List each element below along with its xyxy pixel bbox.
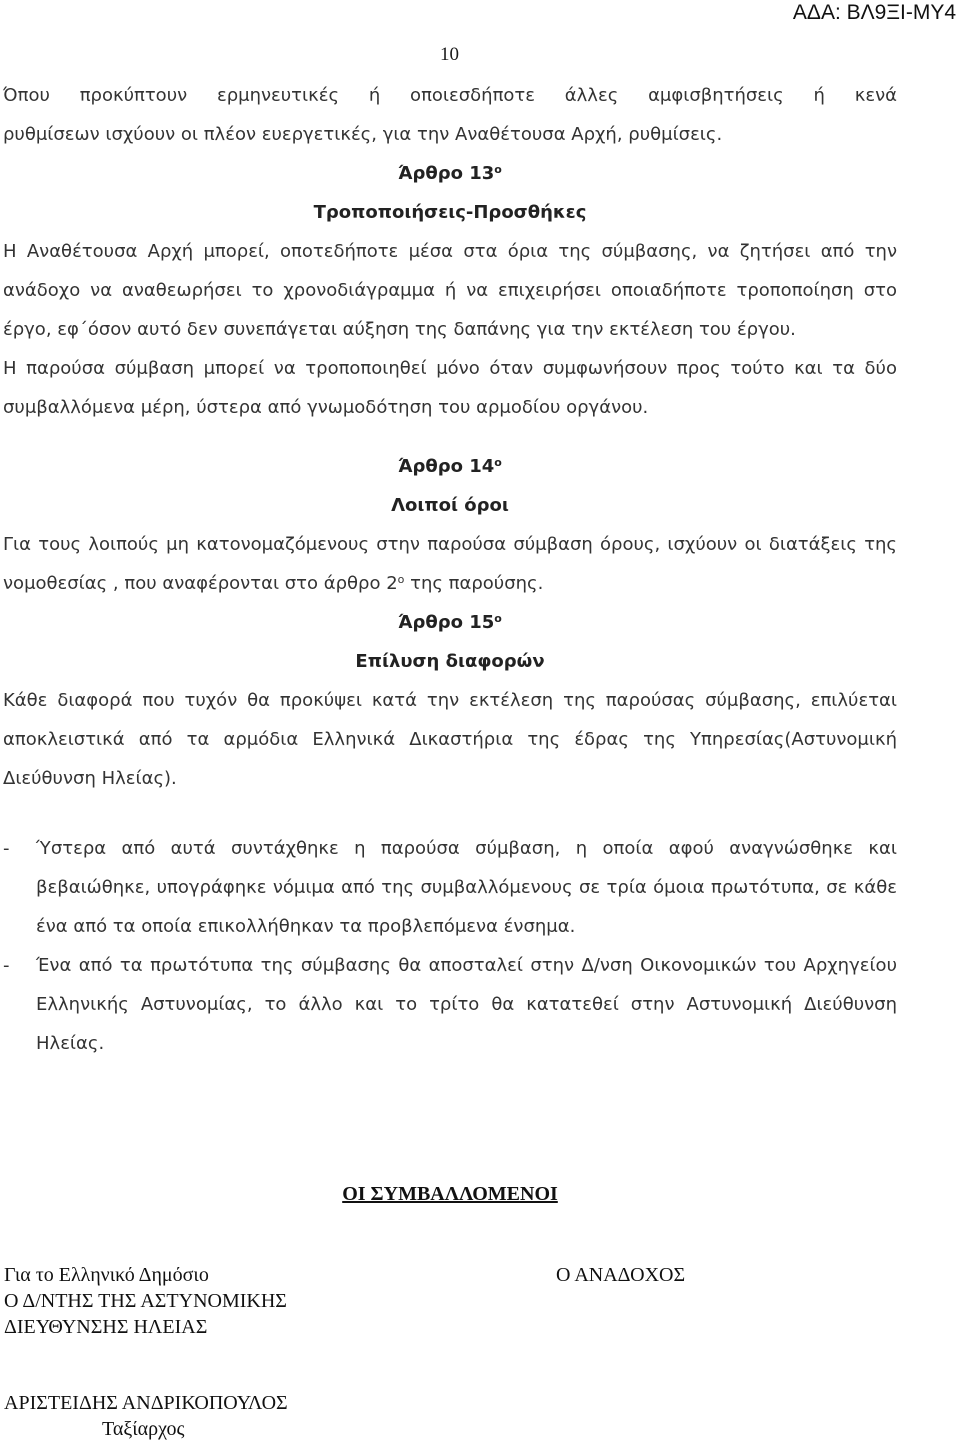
- signer-block: [4, 1390, 288, 1442]
- article-15-paragraph: Κάθε διαφορά που τυχόν θα προκύψει κατά την εκτέλεση της παρούσας σύμβασης, επιλύεται αποκλειστικά από τα αρμόδια Ελληνικά Δικαστήρια της έδρας της Υπηρεσίας(Αστυνομική Διεύθυνση Ηλείας).: [3, 690, 897, 789]
- article-15-title: Επίλυση διαφορών: [355, 651, 545, 672]
- ada-code: ΑΔΑ: ΒΛ9ΞΙ-ΜΥ4: [792, 1, 956, 24]
- state-signature-line-3: ΔΙΕΥΘΥΝΣΗΣ ΗΛΕΙΑΣ: [4, 1316, 208, 1338]
- signer-rank: Ταξίαρχος: [102, 1418, 185, 1440]
- state-signature-line-1: Για το Ελληνικό Δημόσιο: [4, 1264, 209, 1286]
- intro-line-2: ρυθμίσεων ισχύουν οι πλέον ευεργετικές, για την Αναθέτουσα Αρχή, ρυθμίσεις.: [3, 124, 723, 145]
- contractor-signature-line: Ο ΑΝΑΔΟΧΟΣ: [556, 1264, 686, 1286]
- document-body: [3, 76, 897, 1063]
- article-14-title: Λοιποί όροι: [391, 495, 509, 516]
- article-15-heading: Άρθρο $15^o$: [398, 612, 502, 633]
- closing-item-1: - Ύστερα από αυτά συντάχθηκε η παρούσα σύμβαση, η οποία αφού αναγνώσθηκε και βεβαιώθηκε, υπογράφηκε νόμιμα από της συμβαλλόμενους σε τρία όμοια πρωτότυπα, σε κάθε ένα από τα οποία επικολλήθηκαν τα προβλεπόμενα ένσημα.: [3, 838, 897, 937]
- article-13-paragraph-1: Η Αναθέτουσα Αρχή μπορεί, οποτεδήποτε μέσα στα όρια της σύμβασης, να ζητήσει από την ανάδοχο να αναθεωρήσει το χρονοδιάγραμμα ή να επιχειρήσει οποιαδήποτε τροποποίηση στο έργο, εφ΄όσον αυτό δεν συνεπάγεται αύξηση της δαπάνης για την εκτέλεση του έργου.: [3, 241, 897, 340]
- article-14-heading: Άρθρο $14^o$: [398, 456, 502, 477]
- closing-item-2: - Ένα από τα πρωτότυπα της σύμβασης θα αποσταλεί στην Δ/νση Οικονομικών του Αρχηγείου Ελληνικής Αστυνομίας, το άλλο και το τρίτο θα κατατεθεί στην Αστυνομική Διεύθυνση Ηλείας.: [3, 955, 897, 1054]
- article-13-paragraph-2: Η παρούσα σύμβαση μπορεί να τροποποιηθεί μόνο όταν συμφωνήσουν προς τούτο και τα δύο συμβαλλόμενα μέρη, ύστερα από γνωμοδότηση του αρμοδίου οργάνου.: [3, 358, 897, 418]
- signer-name: ΑΡΙΣΤΕΙΔΗΣ ΑΝΔΡΙΚΟΠΟΥΛΟΣ: [4, 1392, 288, 1414]
- intro-line-1: Όπου προκύπτουν ερμηνευτικές ή οποιεσδήποτε άλλες αμφισβητήσεις ή κενά: [3, 85, 897, 106]
- article-13-title: Τροποποιήσεις-Προσθήκες: [313, 202, 587, 223]
- article-13-heading: Άρθρο $13^o$: [398, 163, 502, 184]
- article-14-paragraph: Για τους λοιπούς μη κατονομαζόμενους στην παρούσα σύμβαση όρους, ισχύουν οι διατάξεις της νομοθεσίας , που αναφέρονται στο άρθρο $2^o$ της παρούσης.: [3, 534, 897, 594]
- page-number: 10: [440, 44, 459, 65]
- state-signature-block: [4, 1262, 287, 1340]
- contracting-parties-heading: ΟΙ ΣΥΜΒΑΛΛΟΜΕΝΟΙ: [342, 1183, 558, 1205]
- contractor-signature-block: [556, 1262, 685, 1288]
- state-signature-line-2: Ο Δ/ΝΤΗΣ ΤΗΣ ΑΣΤΥΝΟΜΙΚΗΣ: [4, 1290, 287, 1312]
